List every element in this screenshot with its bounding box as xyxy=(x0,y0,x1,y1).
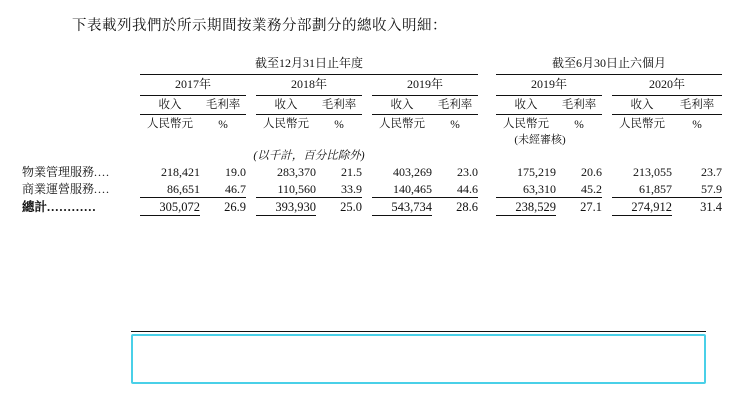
revenue-breakdown-table xyxy=(22,54,722,216)
total-row-highlight-box xyxy=(131,334,706,384)
subheader-margin-2017: 毛利率 xyxy=(200,96,246,115)
spacer-cell xyxy=(246,163,256,180)
cell-value: 274,912 xyxy=(612,197,672,215)
group-header-interim: 截至6月30日止六個月 xyxy=(496,54,722,75)
unit-currency-2019h: 人民幣元 xyxy=(503,118,549,130)
cell-value: 26.9 xyxy=(224,200,246,214)
unit-percent-2017: % xyxy=(218,119,228,131)
spacer-cell xyxy=(602,197,612,215)
cell-value: 403,269 xyxy=(393,165,432,179)
subheader-margin-2020h: 毛利率 xyxy=(672,96,722,115)
unit-percent-2019h: % xyxy=(574,119,584,131)
cell-value: 63,310 xyxy=(496,180,556,197)
cell-value: 33.9 xyxy=(316,180,362,197)
cell-value: 28.6 xyxy=(456,200,478,214)
unit-percent-2018: % xyxy=(334,119,344,131)
cell-value: 20.6 xyxy=(581,165,602,179)
spacer-cell xyxy=(478,147,722,163)
spacer-cell xyxy=(602,115,612,131)
subheader-row xyxy=(22,96,722,115)
spacer-cell xyxy=(246,180,256,197)
intro-paragraph: 下表載列我們於所示期間按業務分部劃分的總收入明細： xyxy=(72,18,447,34)
basis-note-row xyxy=(22,147,722,163)
cell-value: 213,055 xyxy=(633,165,672,179)
spacer-cell xyxy=(602,75,612,96)
spacer-cell xyxy=(362,96,372,115)
total-row-top-rule xyxy=(131,331,706,332)
cell-value: 27.1 xyxy=(580,200,602,214)
spacer-cell xyxy=(362,180,372,197)
row-label-property-management: 物業管理服務.... xyxy=(22,165,111,179)
cell-value: 140,465 xyxy=(372,180,432,197)
unit-currency-2018: 人民幣元 xyxy=(263,118,309,130)
year-2019-interim: 2019年 xyxy=(496,75,602,96)
unaudited-note-row xyxy=(22,131,722,147)
cell-value: 44.6 xyxy=(432,180,478,197)
spacer-cell xyxy=(602,163,612,180)
spacer-cell xyxy=(478,163,496,180)
unit-currency-2019: 人民幣元 xyxy=(379,118,425,130)
spacer-cell xyxy=(22,131,478,147)
unit-currency-2017: 人民幣元 xyxy=(147,118,193,130)
cell-value: 31.4 xyxy=(700,200,722,214)
spacer-cell xyxy=(478,115,496,131)
table-row xyxy=(22,180,722,197)
cell-value: 110,560 xyxy=(256,180,316,197)
cell-value: 86,651 xyxy=(140,180,200,197)
subheader-revenue-2019h: 收入 xyxy=(496,96,556,115)
cell-value: 46.7 xyxy=(200,180,246,197)
group-header-row xyxy=(22,54,722,75)
group-header-annual: 截至12月31日止年度 xyxy=(140,54,478,75)
subheader-margin-2018: 毛利率 xyxy=(316,96,362,115)
cell-value: 393,930 xyxy=(256,197,316,215)
cell-value: 238,529 xyxy=(496,197,556,215)
unit-currency-2020h: 人民幣元 xyxy=(619,118,665,130)
spacer-cell xyxy=(478,75,496,96)
spacer-cell xyxy=(246,96,256,115)
cell-value: 57.9 xyxy=(672,180,722,197)
cell-value: 543,734 xyxy=(372,197,432,215)
spacer-cell xyxy=(478,180,496,197)
spacer-cell xyxy=(22,115,140,131)
cell-value: 61,857 xyxy=(612,180,672,197)
spacer-cell xyxy=(362,115,372,131)
year-header-row xyxy=(22,75,722,96)
cell-value: 283,370 xyxy=(277,165,316,179)
spacer-cell xyxy=(602,180,612,197)
cell-value: 45.2 xyxy=(556,180,602,197)
spacer-cell xyxy=(602,131,722,147)
spacer-cell xyxy=(22,96,140,115)
spacer-cell xyxy=(362,75,372,96)
spacer-cell xyxy=(22,147,140,163)
spacer-cell xyxy=(246,115,256,131)
year-2019-annual: 2019年 xyxy=(372,75,478,96)
spacer-cell xyxy=(478,54,496,75)
cell-value: 218,421 xyxy=(161,165,200,179)
cell-value: 21.5 xyxy=(341,165,362,179)
basis-note: (以千計，百分比除外) xyxy=(253,150,365,162)
subheader-revenue-2019: 收入 xyxy=(372,96,432,115)
row-label-total: 總計............ xyxy=(22,200,97,214)
cell-value: 25.0 xyxy=(340,200,362,214)
year-2017: 2017年 xyxy=(140,75,246,96)
spacer-cell xyxy=(478,96,496,115)
year-2018: 2018年 xyxy=(256,75,362,96)
table-row-total xyxy=(22,197,722,215)
unit-row xyxy=(22,115,722,131)
cell-value: 23.7 xyxy=(701,165,722,179)
spacer-cell xyxy=(246,197,256,215)
cell-value: 305,072 xyxy=(140,197,200,215)
spacer-cell xyxy=(602,96,612,115)
table-row xyxy=(22,163,722,180)
subheader-revenue-2020h: 收入 xyxy=(612,96,672,115)
unaudited-note: (未經審核) xyxy=(514,134,566,146)
financial-table xyxy=(22,54,722,216)
unit-percent-2020h: % xyxy=(692,119,702,131)
spacer-cell xyxy=(362,163,372,180)
subheader-revenue-2018: 收入 xyxy=(256,96,316,115)
spacer-cell xyxy=(22,75,140,96)
cell-value: 23.0 xyxy=(457,165,478,179)
subheader-revenue-2017: 收入 xyxy=(140,96,200,115)
cell-value: 175,219 xyxy=(517,165,556,179)
spacer-cell xyxy=(362,197,372,215)
subheader-margin-2019h: 毛利率 xyxy=(556,96,602,115)
spacer-cell xyxy=(246,75,256,96)
unit-percent-2019: % xyxy=(450,119,460,131)
subheader-margin-2019: 毛利率 xyxy=(432,96,478,115)
spacer-cell xyxy=(22,54,140,75)
cell-value: 19.0 xyxy=(225,165,246,179)
year-2020-interim: 2020年 xyxy=(612,75,722,96)
spacer-cell xyxy=(478,197,496,215)
row-label-commercial-operation: 商業運營服務.... xyxy=(22,182,111,196)
